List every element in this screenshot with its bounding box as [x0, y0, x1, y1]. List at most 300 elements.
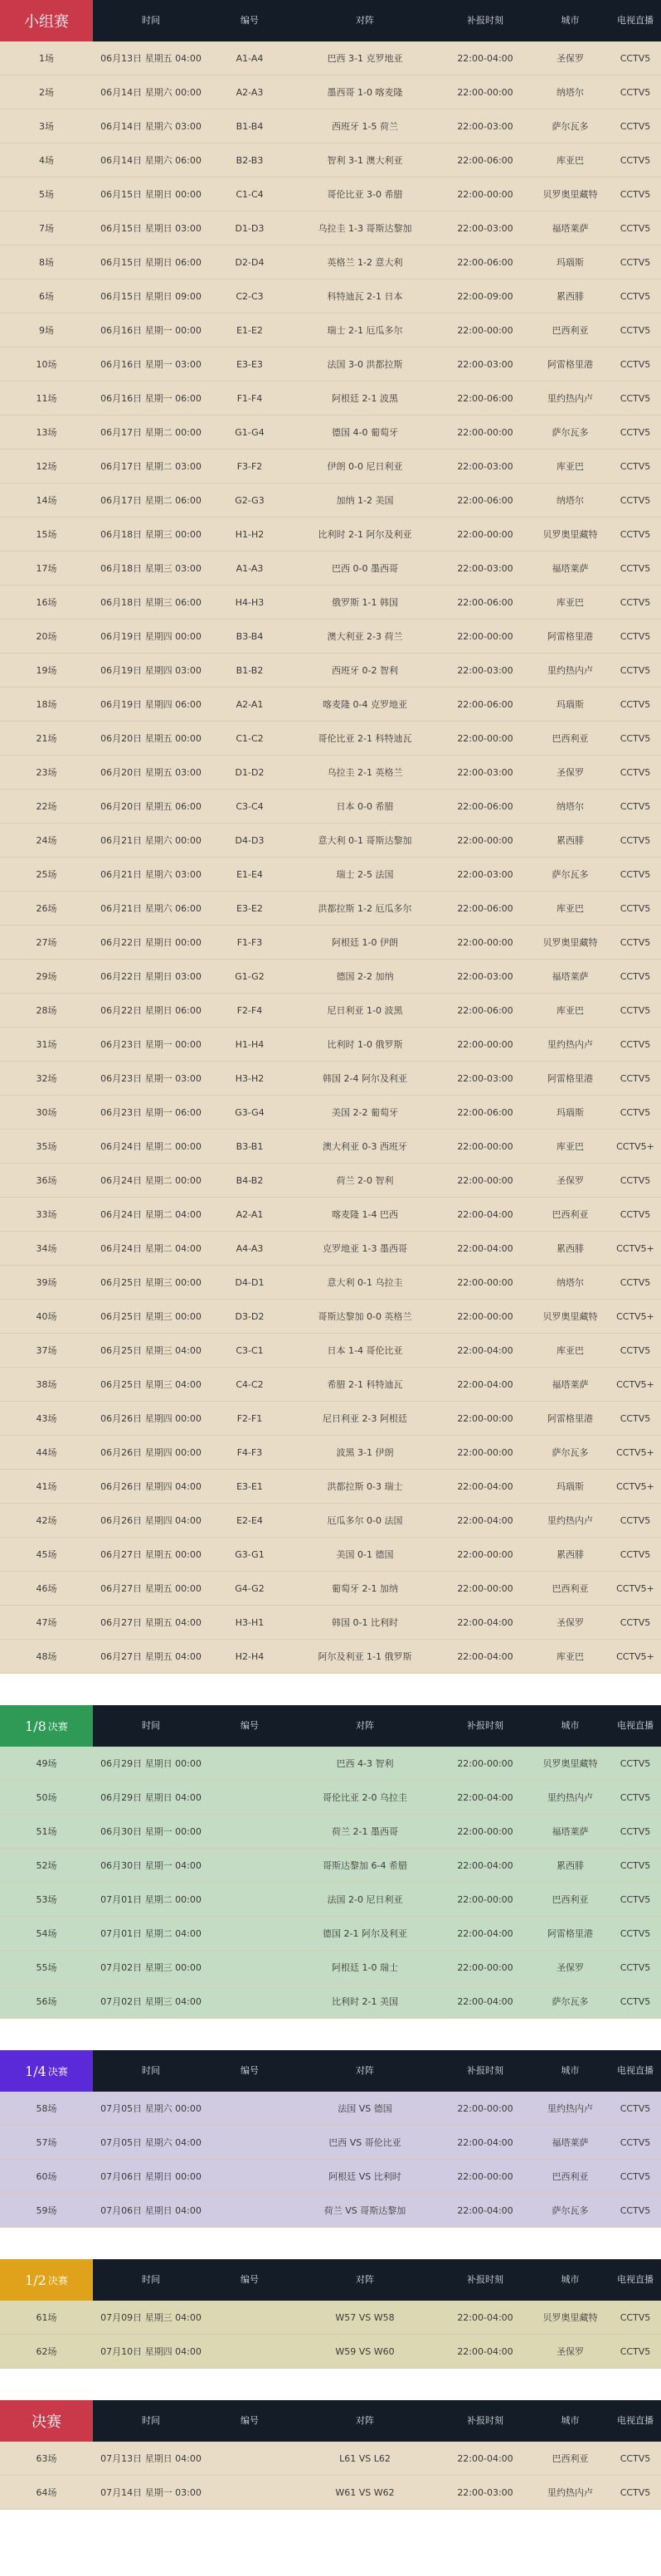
tv-channel: CCTV5: [620, 971, 651, 982]
tv-channel: CCTV5: [620, 2312, 651, 2323]
table-row: [0, 722, 661, 756]
window-time: 22:00-04:00: [457, 2205, 513, 2216]
matchup: 韩国 2-4 阿尔及利亚: [323, 1073, 407, 1084]
match-number: 3场: [39, 121, 54, 132]
tv-channel: CCTV5+: [616, 1243, 654, 1254]
window-time: 22:00-00:00: [457, 325, 513, 336]
match-code: B4-B2: [236, 1175, 264, 1186]
table-row: [0, 1747, 661, 1781]
match-time: 06月19日 星期四 03:00: [100, 665, 202, 676]
column-header: 编号: [241, 15, 259, 26]
stage-label-suffix: 决赛: [47, 1720, 68, 1733]
match-code: D1-D2: [235, 767, 265, 778]
tv-channel: CCTV5: [620, 2205, 651, 2216]
table-row: [0, 1504, 661, 1538]
match-number: 63场: [36, 2453, 57, 2464]
match-number: 42场: [36, 1515, 57, 1526]
city: 纳塔尔: [557, 87, 584, 98]
table-row: [0, 1917, 661, 1951]
window-time: 22:00-04:00: [457, 2137, 513, 2148]
city: 圣保罗: [557, 2346, 584, 2357]
city: 福塔莱萨: [552, 2137, 589, 2148]
tv-channel: CCTV5: [620, 427, 651, 438]
match-time: 06月24日 星期二 00:00: [100, 1175, 202, 1186]
window-time: 22:00-04:00: [457, 1651, 513, 1662]
stage-label-suffix: 决赛: [47, 2065, 68, 2078]
city: 巴西利亚: [552, 1583, 589, 1594]
match-time: 06月20日 星期五 03:00: [100, 767, 202, 778]
match-time: 06月14日 星期六 06:00: [100, 155, 202, 166]
match-code: [209, 2126, 290, 2160]
match-code: A4-A3: [236, 1243, 264, 1254]
city: 圣保罗: [557, 1617, 584, 1628]
window-time: 22:00-04:00: [457, 1860, 513, 1871]
match-time: 06月27日 星期五 04:00: [100, 1651, 202, 1662]
matchup: 厄瓜多尔 0-0 法国: [327, 1515, 403, 1526]
window-time: 22:00-00:00: [457, 189, 513, 200]
match-code: D3-D2: [235, 1311, 265, 1322]
match-time: 06月26日 星期四 04:00: [100, 1515, 202, 1526]
match-number: 40场: [36, 1311, 57, 1322]
stage-badge: [0, 0, 93, 41]
matchup: 比利时 1-0 俄罗斯: [327, 1039, 403, 1050]
match-code: H1-H2: [235, 529, 265, 540]
match-code: B3-B4: [236, 631, 264, 642]
match-table: [0, 2301, 661, 2369]
tv-channel: CCTV5: [620, 1758, 651, 1769]
window-time: 22:00-03:00: [457, 223, 513, 234]
match-time: 07月13日 星期日 04:00: [100, 2453, 202, 2464]
match-time: 06月17日 星期二 00:00: [100, 427, 202, 438]
match-time: 06月29日 星期日 00:00: [100, 1758, 202, 1769]
table-row: [0, 416, 661, 450]
window-time: 22:00-00:00: [457, 1583, 513, 1594]
city: 贝罗奥里藏特: [542, 189, 598, 200]
table-row: [0, 824, 661, 858]
match-code: H3-H1: [235, 1617, 265, 1628]
table-row: [0, 75, 661, 109]
window-time: 22:00-03:00: [457, 971, 513, 982]
stage-label-suffix: 决赛: [47, 2274, 68, 2287]
window-time: 22:00-00:00: [457, 2171, 513, 2182]
window-time: 22:00-06:00: [457, 801, 513, 812]
table-row: [0, 245, 661, 279]
match-code: C1-C4: [236, 189, 264, 200]
column-header: 补报时刻: [467, 15, 503, 26]
stage-badge: [0, 2050, 93, 2092]
match-number: 20场: [36, 631, 57, 642]
matchup: W61 VS W62: [335, 2487, 395, 2498]
match-code: A1-A3: [236, 563, 264, 574]
table-row: [0, 994, 661, 1028]
table-row: [0, 2335, 661, 2369]
match-number: 60场: [36, 2171, 57, 2182]
city: 福塔莱萨: [552, 971, 589, 982]
tv-channel: CCTV5: [620, 2487, 651, 2498]
match-time: 06月27日 星期五 04:00: [100, 1617, 202, 1628]
match-number: 46场: [36, 1583, 57, 1594]
match-time: 07月14日 星期一 03:00: [100, 2487, 202, 2498]
stage-label: 1/8: [25, 1718, 46, 1734]
matchup: 阿根廷 1-0 伊朗: [332, 937, 398, 948]
column-header: 对阵: [356, 15, 374, 26]
tv-channel: CCTV5: [620, 767, 651, 778]
matchup: 日本 0-0 希腊: [336, 801, 394, 812]
table-row: [0, 1883, 661, 1917]
match-number: 2场: [39, 87, 54, 98]
window-time: 22:00-00:00: [457, 733, 513, 744]
tv-channel: CCTV5: [620, 631, 651, 642]
match-number: 14场: [36, 495, 57, 506]
city: 库亚巴: [557, 1141, 584, 1152]
match-code: H1-H4: [235, 1039, 265, 1050]
window-time: 22:00-06:00: [457, 495, 513, 506]
match-number: 19场: [36, 665, 57, 676]
match-time: 06月26日 星期四 04:00: [100, 1481, 202, 1492]
match-number: 7场: [39, 223, 54, 234]
match-code: [209, 2442, 290, 2476]
matchup: 哥伦比亚 3-0 希腊: [327, 189, 403, 200]
matchup: 日本 1-4 哥伦比亚: [327, 1345, 403, 1356]
window-time: 22:00-00:00: [457, 1039, 513, 1050]
city: 圣保罗: [557, 1175, 584, 1186]
matchup: 阿根廷 VS 比利时: [328, 2171, 401, 2182]
match-number: 41场: [36, 1481, 57, 1492]
tv-channel: CCTV5: [620, 2453, 651, 2464]
window-time: 22:00-06:00: [457, 1107, 513, 1118]
table-row: [0, 2126, 661, 2160]
match-code: A2-A1: [236, 699, 264, 710]
match-time: 06月16日 星期一 00:00: [100, 325, 202, 336]
column-header: 时间: [142, 2065, 160, 2076]
section-spacer: [0, 1674, 661, 1705]
window-time: 22:00-04:00: [457, 2453, 513, 2464]
match-number: 59场: [36, 2205, 57, 2216]
column-header: 对阵: [356, 2274, 374, 2285]
matchup: 阿根廷 2-1 波黑: [332, 393, 398, 404]
window-time: 22:00-04:00: [457, 1481, 513, 1492]
tv-channel: CCTV5: [620, 1413, 651, 1424]
match-code: F1-F3: [236, 937, 263, 948]
match-time: 06月25日 星期三 00:00: [100, 1311, 202, 1322]
table-row: [0, 484, 661, 518]
tv-channel: CCTV5: [620, 1107, 651, 1118]
table-row: [0, 654, 661, 688]
table-row: [0, 1368, 661, 1402]
tv-channel: CCTV5: [620, 2137, 651, 2148]
table-row: [0, 177, 661, 211]
tv-channel: CCTV5+: [616, 1379, 654, 1390]
matchup: 美国 0-1 德国: [336, 1549, 394, 1560]
column-header: 补报时刻: [467, 1720, 503, 1731]
table-row: [0, 1096, 661, 1130]
city: 萨尔瓦多: [552, 2205, 589, 2216]
match-time: 06月30日 星期一 04:00: [100, 1860, 202, 1871]
city: 累西腓: [557, 1860, 584, 1871]
window-time: 22:00-00:00: [457, 937, 513, 948]
window-time: 22:00-04:00: [457, 1209, 513, 1220]
match-number: 22场: [36, 801, 57, 812]
tv-channel: CCTV5: [620, 495, 651, 506]
matchup: 阿尔及利亚 1-1 俄罗斯: [318, 1651, 412, 1662]
window-time: 22:00-04:00: [457, 1345, 513, 1356]
tv-channel: CCTV5: [620, 257, 651, 268]
match-time: 06月17日 星期二 06:00: [100, 495, 202, 506]
match-time: 06月30日 星期一 00:00: [100, 1826, 202, 1837]
table-row: [0, 382, 661, 416]
match-code: F4-F3: [236, 1447, 263, 1458]
match-code: [209, 1883, 290, 1917]
match-time: 07月02日 星期三 00:00: [100, 1962, 202, 1973]
matchup: 荷兰 2-1 墨西哥: [332, 1826, 398, 1837]
window-time: 22:00-00:00: [457, 1277, 513, 1288]
window-time: 22:00-03:00: [457, 461, 513, 472]
column-header: 对阵: [356, 2415, 374, 2426]
section-spacer: [0, 2019, 661, 2050]
match-time: 06月21日 星期六 03:00: [100, 869, 202, 880]
matchup: 德国 4-0 葡萄牙: [332, 427, 398, 438]
match-code: [209, 1985, 290, 2019]
section-header: [0, 1705, 661, 1747]
column-header: 编号: [241, 2065, 259, 2076]
match-table: [0, 41, 661, 1674]
tv-channel: CCTV5: [620, 1039, 651, 1050]
city: 贝罗奥里藏特: [542, 937, 598, 948]
match-number: 16场: [36, 597, 57, 608]
match-time: 06月18日 星期三 03:00: [100, 563, 202, 574]
match-code: C4-C2: [236, 1379, 264, 1390]
city: 纳塔尔: [557, 801, 584, 812]
match-number: 55场: [36, 1962, 57, 1973]
window-time: 22:00-00:00: [457, 1311, 513, 1322]
section-header: [0, 2259, 661, 2301]
table-row: [0, 1849, 661, 1883]
match-number: 1场: [39, 53, 54, 64]
match-number: 49场: [36, 1758, 57, 1769]
city: 贝罗奥里藏特: [542, 1311, 598, 1322]
city: 圣保罗: [557, 767, 584, 778]
table-row: [0, 450, 661, 484]
tv-channel: CCTV5+: [616, 1311, 654, 1322]
matchup: 哥斯达黎加 0-0 英格兰: [318, 1311, 412, 1322]
tv-channel: CCTV5: [620, 801, 651, 812]
match-number: 58场: [36, 2103, 57, 2114]
matchup: 阿根廷 1-0 瑞士: [332, 1962, 398, 1973]
matchup: 俄罗斯 1-1 韩国: [332, 597, 398, 608]
match-time: 06月26日 星期四 00:00: [100, 1447, 202, 1458]
tv-channel: CCTV5: [620, 1996, 651, 2007]
match-code: [209, 1781, 290, 1815]
section-header: [0, 2050, 661, 2092]
match-number: 10场: [36, 359, 57, 370]
window-time: 22:00-03:00: [457, 563, 513, 574]
match-code: B1-B2: [236, 665, 264, 676]
matchup: 澳大利亚 2-3 荷兰: [327, 631, 403, 642]
tv-channel: CCTV5: [620, 1005, 651, 1016]
table-row: [0, 211, 661, 245]
table-row: [0, 1232, 661, 1266]
match-time: 06月29日 星期日 04:00: [100, 1792, 202, 1803]
match-time: 06月19日 星期四 00:00: [100, 631, 202, 642]
table-row: [0, 2092, 661, 2126]
window-time: 22:00-06:00: [457, 257, 513, 268]
column-header: 时间: [142, 2415, 160, 2426]
table-row: [0, 1164, 661, 1198]
match-time: 06月22日 星期日 06:00: [100, 1005, 202, 1016]
city: 玛瑙斯: [557, 699, 584, 710]
matchup: 荷兰 VS 哥斯达黎加: [323, 2205, 406, 2216]
match-time: 06月22日 星期日 03:00: [100, 971, 202, 982]
match-number: 31场: [36, 1039, 57, 1050]
tv-channel: CCTV5: [620, 699, 651, 710]
table-row: [0, 1640, 661, 1674]
section-sf: [0, 2259, 661, 2369]
window-time: 22:00-04:00: [457, 1379, 513, 1390]
match-code: C3-C1: [236, 1345, 264, 1356]
match-code: F2-F1: [236, 1413, 263, 1424]
city: 里约热内卢: [547, 1039, 593, 1050]
match-number: 47场: [36, 1617, 57, 1628]
window-time: 22:00-00:00: [457, 427, 513, 438]
window-time: 22:00-00:00: [457, 529, 513, 540]
table-row: [0, 1028, 661, 1062]
match-code: A2-A1: [236, 1209, 264, 1220]
match-number: 21场: [36, 733, 57, 744]
match-number: 24场: [36, 835, 57, 846]
match-time: 06月21日 星期六 00:00: [100, 835, 202, 846]
matchup: 德国 2-2 加纳: [336, 971, 394, 982]
section-spacer: [0, 2369, 661, 2400]
window-time: 22:00-00:00: [457, 1894, 513, 1905]
matchup: 法国 3-0 洪都拉斯: [327, 359, 403, 370]
city: 阿雷格里港: [547, 1928, 593, 1939]
match-time: 07月05日 星期六 00:00: [100, 2103, 202, 2114]
city: 巴西利亚: [552, 1209, 589, 1220]
table-row: [0, 1572, 661, 1606]
table-row: [0, 1062, 661, 1096]
tv-channel: CCTV5: [620, 597, 651, 608]
window-time: 22:00-00:00: [457, 1141, 513, 1152]
matchup: 比利时 2-1 美国: [332, 1996, 398, 2007]
matchup: 法国 VS 德国: [338, 2103, 392, 2114]
match-code: G1-G4: [235, 427, 265, 438]
matchup: 意大利 0-1 哥斯达黎加: [318, 835, 412, 846]
column-header: 编号: [241, 2415, 259, 2426]
match-code: F1-F4: [236, 393, 263, 404]
section-header: [0, 2400, 661, 2442]
match-time: 06月21日 星期六 06:00: [100, 903, 202, 914]
match-number: 36场: [36, 1175, 57, 1186]
match-number: 15场: [36, 529, 57, 540]
match-table: [0, 2442, 661, 2510]
table-row: [0, 1985, 661, 2019]
match-code: E3-E2: [236, 903, 263, 914]
city: 累西腓: [557, 291, 584, 302]
matchup: 美国 2-2 葡萄牙: [332, 1107, 398, 1118]
match-time: 06月19日 星期四 06:00: [100, 699, 202, 710]
table-row: [0, 2442, 661, 2476]
tv-channel: CCTV5+: [616, 1651, 654, 1662]
match-code: G3-G1: [235, 1549, 265, 1560]
match-number: 44场: [36, 1447, 57, 1458]
match-code: D1-D3: [235, 223, 265, 234]
city: 里约热内卢: [547, 1792, 593, 1803]
matchup: 韩国 0-1 比利时: [332, 1617, 398, 1628]
match-code: E1-E2: [236, 325, 263, 336]
city: 库亚巴: [557, 903, 584, 914]
matchup: 荷兰 2-0 智利: [336, 1175, 394, 1186]
tv-channel: CCTV5: [620, 733, 651, 744]
window-time: 22:00-00:00: [457, 1413, 513, 1424]
window-time: 22:00-00:00: [457, 2103, 513, 2114]
column-header: 对阵: [356, 1720, 374, 1731]
city: 里约热内卢: [547, 2103, 593, 2114]
window-time: 22:00-04:00: [457, 1792, 513, 1803]
window-time: 22:00-03:00: [457, 2487, 513, 2498]
table-row: [0, 41, 661, 75]
match-time: 06月14日 星期六 03:00: [100, 121, 202, 132]
tv-channel: CCTV5: [620, 1894, 651, 1905]
tv-channel: CCTV5+: [616, 1141, 654, 1152]
table-row: [0, 1300, 661, 1334]
city: 里约热内卢: [547, 1515, 593, 1526]
match-code: C2-C3: [236, 291, 264, 302]
match-code: D4-D1: [235, 1277, 265, 1288]
tv-channel: CCTV5: [620, 359, 651, 370]
matchup: 法国 2-0 尼日利亚: [327, 1894, 403, 1905]
city: 里约热内卢: [547, 393, 593, 404]
match-time: 06月23日 星期一 06:00: [100, 1107, 202, 1118]
match-code: H3-H2: [235, 1073, 265, 1084]
match-code: F2-F4: [236, 1005, 263, 1016]
match-number: 5场: [39, 189, 54, 200]
tv-channel: CCTV5: [620, 529, 651, 540]
match-time: 06月22日 星期日 00:00: [100, 937, 202, 948]
match-time: 07月06日 星期日 04:00: [100, 2205, 202, 2216]
window-time: 22:00-00:00: [457, 1758, 513, 1769]
table-row: [0, 313, 661, 348]
tv-channel: CCTV5: [620, 1345, 651, 1356]
match-number: 23场: [36, 767, 57, 778]
matchup: 西班牙 0-2 智利: [332, 665, 398, 676]
city: 纳塔尔: [557, 495, 584, 506]
city: 累西腓: [557, 835, 584, 846]
match-number: 61场: [36, 2312, 57, 2323]
match-time: 06月25日 星期三 04:00: [100, 1379, 202, 1390]
window-time: 22:00-04:00: [457, 53, 513, 64]
city: 玛瑙斯: [557, 257, 584, 268]
tv-channel: CCTV5: [620, 53, 651, 64]
match-code: A2-A3: [236, 87, 264, 98]
match-table: [0, 2092, 661, 2228]
column-header: 城市: [561, 2415, 580, 2426]
table-row: [0, 1606, 661, 1640]
match-code: G1-G2: [235, 971, 265, 982]
column-header: 电视直播: [617, 1720, 654, 1731]
match-number: 51场: [36, 1826, 57, 1837]
match-time: 06月23日 星期一 03:00: [100, 1073, 202, 1084]
tv-channel: CCTV5: [620, 937, 651, 948]
match-code: D2-D4: [235, 257, 265, 268]
matchup: 巴西 3-1 克罗地亚: [327, 53, 403, 64]
tv-channel: CCTV5: [620, 291, 651, 302]
window-time: 22:00-04:00: [457, 1928, 513, 1939]
city: 纳塔尔: [557, 1277, 584, 1288]
table-row: [0, 1436, 661, 1470]
table-row: [0, 1130, 661, 1164]
tv-channel: CCTV5: [620, 1860, 651, 1871]
match-number: 43场: [36, 1413, 57, 1424]
